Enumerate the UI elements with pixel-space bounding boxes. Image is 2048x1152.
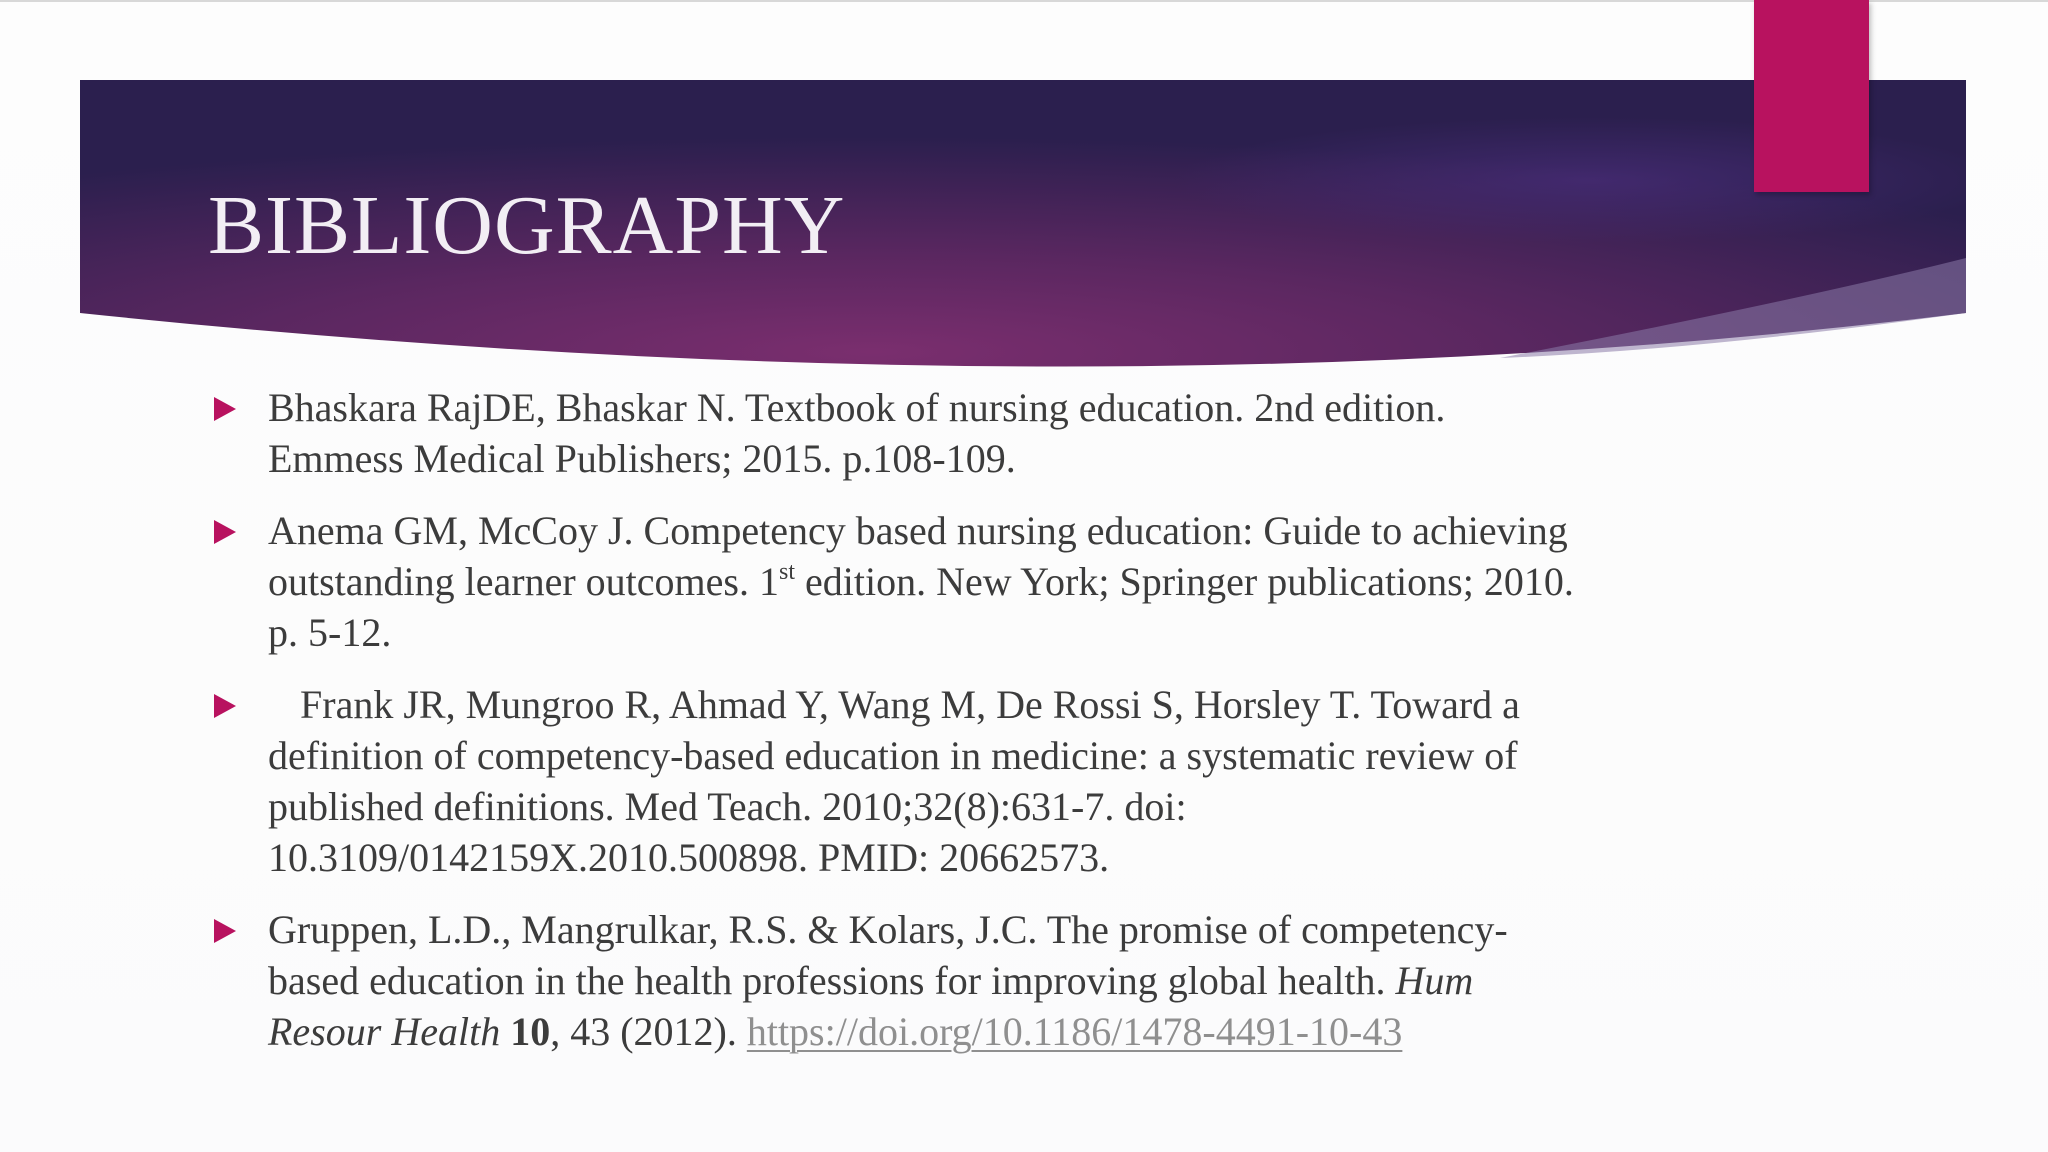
reference-3-line-4: 10.3109/0142159X.2010.500898. PMID: 20662573. [268, 835, 1110, 880]
reference-2-line-3: p. 5-12. [268, 610, 392, 655]
bullet-arrow-icon [214, 397, 236, 421]
reference-4-line-3 [268, 1006, 1710, 1057]
ordinal-superscript: st [778, 559, 795, 585]
reference-2-line-2-rest: edition. New York; Springer publications; 2010. [795, 559, 1574, 604]
slide-title: BIBLIOGRAPHY [208, 179, 846, 272]
reference-4-line-2-text: based education in the health professions for improving global health. [268, 958, 1396, 1003]
reference-4-line-1: Gruppen, L.D., Mangrulkar, R.S. & Kolars, J.C. The promise of competency- [268, 907, 1508, 952]
reference-3 [210, 679, 1710, 883]
reference-2-line-2 [268, 556, 1710, 607]
citation-details: , 43 (2012). [550, 1009, 747, 1054]
volume-number: 10 [510, 1009, 551, 1054]
reference-2-line-2-text: outstanding learner outcomes. 1 [268, 559, 779, 604]
reference-1-line-1: Bhaskara RajDE, Bhaskar N. Textbook of nursing education. 2nd edition. [268, 385, 1446, 430]
reference-2-line-1: Anema GM, McCoy J. Competency based nursing education: Guide to achieving [268, 508, 1568, 553]
reference-1-line-2: Emmess Medical Publishers; 2015. p.108-109. [268, 436, 1016, 481]
reference-list [210, 382, 1710, 1078]
accent-tab [1754, 0, 1869, 192]
reference-4-line-2 [268, 955, 1710, 1006]
reference-2 [210, 505, 1710, 658]
bullet-arrow-icon [214, 520, 236, 544]
journal-name-part-1: Hum [1395, 958, 1474, 1003]
reference-3-line-1: Frank JR, Mungroo R, Ahmad Y, Wang M, De Rossi S, Horsley T. Toward a [300, 682, 1520, 727]
bullet-arrow-icon [214, 919, 236, 943]
reference-3-line-2: definition of competency-based education in medicine: a systematic review of [268, 733, 1518, 778]
doi-link[interactable]: https://doi.org/10.1186/1478-4491-10-43 [746, 1009, 1403, 1054]
reference-4 [210, 904, 1710, 1057]
journal-name-part-2: Resour Health [268, 1009, 501, 1054]
reference-1 [210, 382, 1710, 484]
bullet-arrow-icon [214, 694, 236, 718]
reference-3-line-3: published definitions. Med Teach. 2010;32(8):631-7. doi: [268, 784, 1187, 829]
